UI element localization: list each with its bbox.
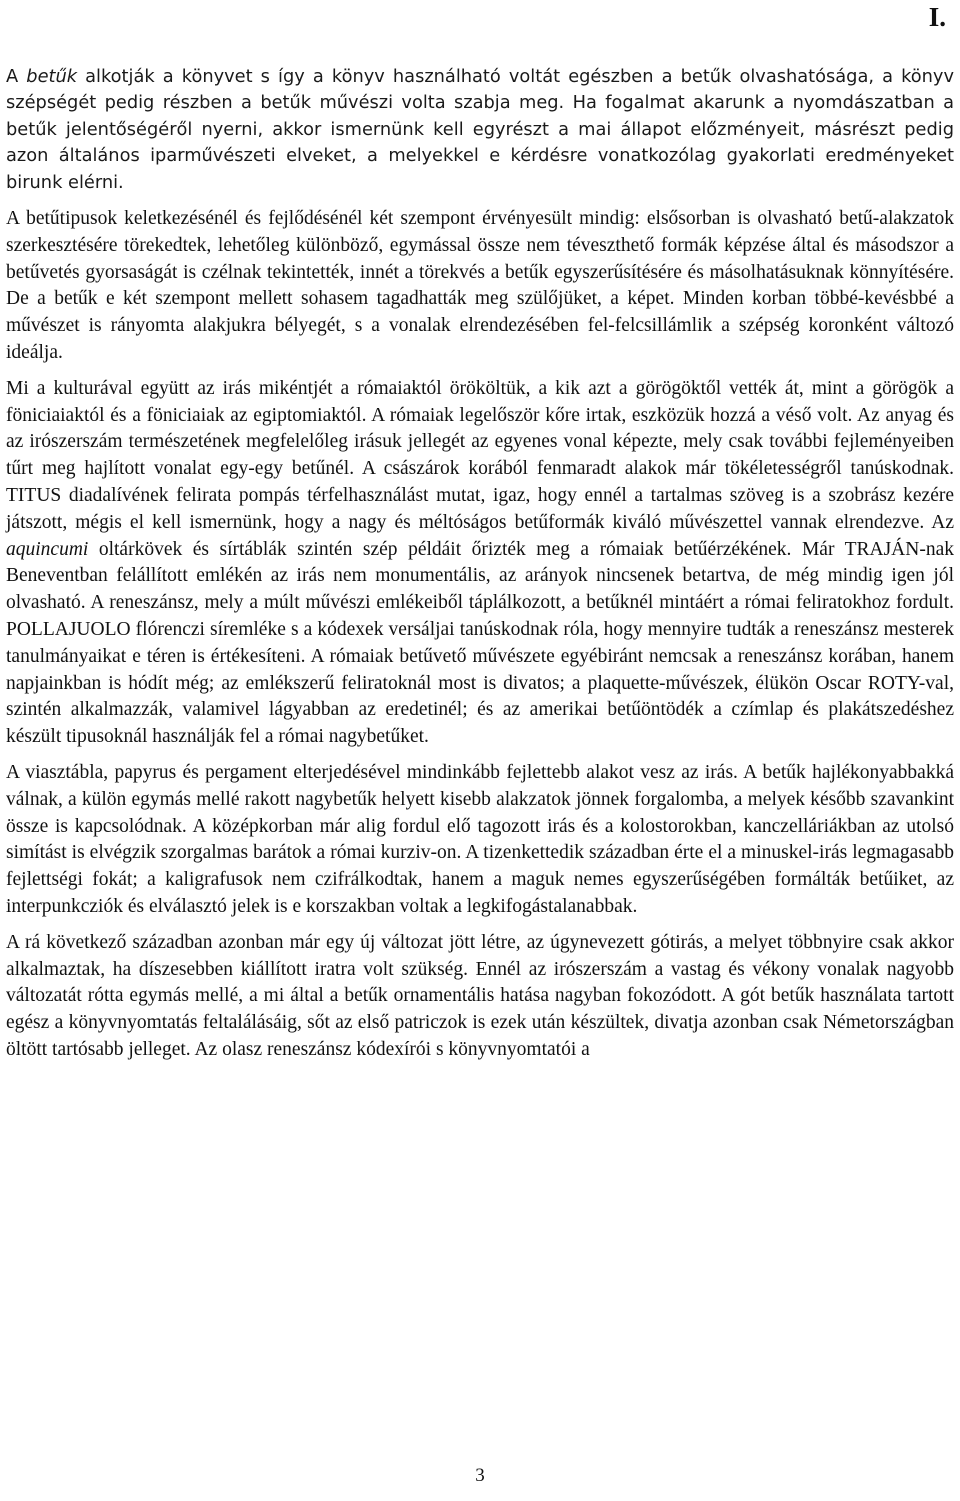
paragraph-2: A betűtipusok keletkezésénél és fejlődésénél két szempont érvényesült mindig: elsősorban is olvasható betű-alakzatok szerkesztésére törekedtek, lehetőleg különböző, egymással össze nem téveszthető formák képzése által és másodszor a betűvetés gyorsaságát is czélnak tekintették, innét a törekvés a betűk egyszerűsítésére és másolhatásuknak könnyítésére. De a betűk e két szempont mellett sohasem tagadhatták meg szülőjüket, a képet. Minden korban többé-kevésbbé a művészet is rányomta alakjukra bélyegét, s a vonalak elrendezésében fel-felcsillámlik a szépség koronként változó ideálja. bbox=[6, 208, 954, 364]
paragraph-4: A viasztábla, papyrus és pergament elterjedésével mindinkább fejlettebb alakot vesz az irás. A betűk hajlékonyabbakká válnak, a külön egymás mellé rakott nagybetűk helyett kisebb alakzatok jönnek forgalomba, a melyek később szavankint össze is kapcsolódnak. A középkorban már alig fordul elő tagozott irás és a kolostorokban, kanczelláriákban az utolsó simítást is elvégzik szorgalmas barátok a római kurziv-on. A tizenkettedik században érte el a minuskel-irás legmagasabb fejlettségi fokát; a kaligrafusok nem czifrálkodtak, hanem a maguk nemes egyszerűségében formálták betűiket, az interpunkcziók és elválasztó jelek is e korszakban voltak a legkifogástalanabbak. bbox=[6, 761, 954, 917]
body-text bbox=[6, 64, 954, 1073]
paragraph-3-emphasis: aquincumi bbox=[6, 538, 89, 560]
paragraph-1-post: alkotják a könyvet s így a könyv használható voltát egészben a betűk olvashatósága, a könyv szépségét pedig részben a betűk művészi volta szabja meg. Ha fogalmat akarunk a nyomdászatban a betűk jelentőségéről nyerni, akkor ismernünk kell egyrészt a mai állapot előzményeit, másrészt pedig azon általános iparművészeti elveket, a melyekkel e kérdésre vonatkozólag gyakorlati eredményeket birunk elérni. bbox=[6, 66, 954, 193]
page-number: 3 bbox=[475, 1465, 485, 1486]
paragraph-1 bbox=[6, 64, 954, 196]
paragraph-3 bbox=[6, 376, 954, 751]
chapter-number: I. bbox=[928, 2, 946, 32]
paragraph-3-pre: Mi a kulturával együtt az irás mikéntjét a rómaiaktól örököltük, a kik azt a görögöktől vették át, mint a görögök a föniciaiaktól és a föniciaiak az egiptomiaktól. A rómaiak legelőször kőre irtak, eszközük hozzá a véső volt. Az anyag és az irószerszám természetének megfelelőleg irásuk jellegét az egyenes vonal képezte, mely csak további fejleményeiben tűrt meg hajlított vonalat egy-egy betűnél. A császárok korából fenmaradt alakok már tökéletességről tanúskodnak. TITUS diadalívének felirata pompás térfelhasználást mutat, igaz, hogy ennél a tartalmas szöveg is a szobrász kezére játszott, mégis el kell ismernünk, hogy a nagy és méltóságos betűformák kiváló művészettel vannak elrendezve. Az bbox=[6, 377, 954, 533]
paragraph-3-post: oltárkövek és sírtáblák szintén szép példáit őrizték meg a rómaiak betűérzékének. Már TRAJÁN-nak Beneventban felállított emlékén az irás nem monumentális, az arányok nincsenek betartva, de még mindig igen jól olvasható. A reneszánsz, mely a múlt művészi emlékeiből táplálkozott, a betűknél mintáért a római feliratokhoz fordult. POLLAJUOLO flórenczi síremléke s a kódexek versáljai tanúskodnak róla, hogy mennyire tudták a reneszánsz mesterek tanulmányaikat e téren is értékesíteni. A rómaiak betűvető művészete egyébiránt nemcsak a reneszánsz korában, hanem napjainkban is hódít még; az emlékszerű feliratoknál most is divatos; a plaquette-művészek, élükön Oscar ROTY-val, szintén alkalmazzák, valamivel lágyabban az eredetinél; és az amerikai betűöntödék a czímlap és plakátszedéshez készült tipusoknál használják fel a római nagybetűket. bbox=[6, 538, 954, 748]
paragraph-1-pre: A bbox=[6, 66, 27, 87]
paragraph-1-emphasis: betűk bbox=[26, 66, 78, 87]
paragraph-intro bbox=[6, 64, 954, 196]
paragraph-5: A rá következő században azonban már egy új változat jött létre, az úgynevezett gótirás, a melyet többnyire csak akkor alkalmaztak, ha díszesebben kiállított iratra volt szükség. Ennél az irószerszám a vastag és vékony vonalak nagyobb változatát rótta egymás mellé, a mi által a betűk ornamentális hatása nagyban fokozódott. A gót betűk használata tartott egész a könyvnyomtatás feltalálásáig, sőt az első patriczok is ezek után készültek, divatja azonban csak Németországban öltött tartósabb jelleget. Az olasz reneszánsz kódexírói s könyvnyomtatói a bbox=[6, 931, 954, 1060]
